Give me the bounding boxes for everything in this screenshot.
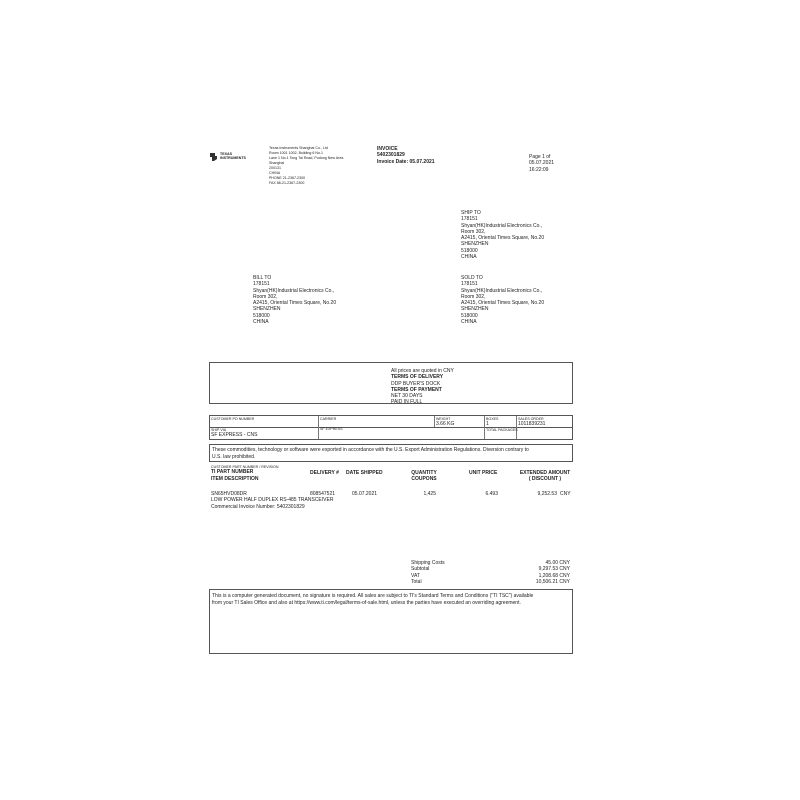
page-info (529, 154, 554, 173)
line-item-date: 05.07.2021 (352, 491, 378, 497)
line-item-unit-price: 6.493 (485, 491, 498, 497)
totals-values (515, 560, 570, 585)
sold-to-line: SHENZHEN (461, 306, 489, 313)
address-line: Shanghai (269, 161, 285, 165)
address-line: PHONE 21-2367-2300 (269, 176, 306, 180)
sold-to-line: Shyan(HK)Industrial Electronics Co., (461, 287, 543, 294)
order-col-divider (484, 416, 485, 439)
bill-to-address (253, 275, 336, 325)
logo-line2: INSTRUMENTS (220, 156, 246, 160)
sold-to-line: SOLD TO (461, 275, 483, 281)
ship-via-value: SF EXPRESS - CNS (211, 432, 258, 438)
sold-to-line: Room 302, (461, 293, 486, 300)
part-column-header (211, 465, 278, 482)
customer-po-label: CUSTOMER PO NUMBER (211, 417, 255, 421)
sold-to-line: CHINA (461, 319, 477, 326)
line-item-commercial-invoice: Commercial Invoice Number: 5402301829 (211, 503, 305, 510)
company-address (269, 146, 343, 186)
extended-header-line1: EXTENDED AMOUNT (519, 470, 571, 476)
footer-box (209, 589, 573, 654)
address-line: CHINA (269, 171, 281, 175)
total-packages-label: TOTAL PACKAGES (486, 428, 518, 432)
terms-payment-value: NET 30 DAYS (391, 393, 423, 400)
ship-to-line: Shyan(HK)Industrial Electronics Co., (461, 222, 543, 229)
bill-to-line: A2415, Oriental Times Square, No.20 (253, 300, 337, 307)
ti-part-header: TI PART NUMBER (211, 469, 254, 476)
sales-order-label: SALES ORDER (518, 417, 544, 421)
subtotal-label: Subtotal (411, 566, 430, 573)
bill-to-line: 518000 (253, 312, 270, 319)
quantity-header (404, 470, 444, 483)
terms-box (209, 362, 573, 404)
bill-to-line: Shyan(HK)Industrial Electronics Co., (253, 287, 335, 294)
line-item-currency: CNY (560, 491, 571, 497)
quantity-header-line2: COUPONS (411, 476, 437, 483)
ship-to-address (461, 210, 544, 260)
sales-order-value: 1011839231 (518, 421, 546, 427)
ship-to-line: A2415, Oriental Times Square, No.20 (461, 235, 545, 242)
export-notice-box (209, 444, 573, 462)
ship-to-line: SHENZHEN (461, 241, 489, 248)
sold-to-address (461, 275, 544, 325)
line-item-part: SN65HVD08DR (211, 491, 247, 497)
page-time: 16:22:09 (529, 166, 549, 173)
boxes-value: 1 (486, 421, 489, 427)
ship-to-line: 178151 (461, 216, 478, 223)
vat-label: VAT (411, 572, 420, 579)
export-notice-line2: U.S. law prohibited. (212, 454, 256, 460)
export-notice-line1: These commodities, technology or software were exported in accordance with the U.S. Export Administration Regulations. Diversion contrary to (212, 447, 529, 453)
weight-label: WEIGHT (436, 417, 451, 421)
page-date: 05.07.2021 (529, 160, 555, 167)
carrier-label: CARRIER (320, 417, 337, 421)
line-item-desc: LOW POWER HALF DUPLEX RS-485 TRANSCEIVER (211, 497, 334, 504)
address-line: 200131 (269, 166, 281, 170)
terms-currency: All prices are quoted in CNY (391, 368, 454, 374)
invoice-number: 5402301829 (377, 152, 405, 159)
invoice-date: Invoice Date: 05.07.2021 (377, 158, 435, 165)
weight-value: 3.66 KG (436, 421, 455, 427)
order-col-divider (318, 416, 319, 439)
item-description-header: ITEM DESCRIPTION (211, 475, 259, 482)
shipping-costs-value: 45.00 CNY (545, 560, 570, 566)
terms-delivery-label: TERMS OF DELIVERY (391, 374, 444, 381)
ti-logo (209, 152, 257, 164)
ship-to-line: SHIP TO (461, 210, 481, 216)
address-line: Room 1001 1002, Building 6 No.1 (269, 151, 323, 155)
subtotal-value: 9,297.53 CNY (538, 566, 570, 573)
date-shipped-header: DATE SHIPPED (346, 470, 383, 476)
address-line: Lane 1 No.1 Tong Tai Road, Pudong New Area (269, 156, 344, 160)
order-details-box (209, 415, 573, 440)
bill-to-line: BILL TO (253, 275, 272, 281)
bill-to-line: SHENZHEN (253, 306, 281, 313)
line-item-delivery: 808547521 (310, 491, 336, 497)
terms-text (391, 368, 454, 406)
terms-delivery-value: DDP BUYER'S DOCK (391, 380, 441, 387)
customer-part-header: CUSTOMER PART NUMBER / REVISION (211, 465, 279, 469)
page-number: Page 1 of (529, 154, 551, 160)
shipping-costs-label: Shipping Costs (411, 560, 445, 566)
vat-value: 1,208.68 CNY (538, 572, 570, 579)
carrier-value: SF EXPRESS (320, 427, 343, 431)
footer-line1: This is a computer generated document, no signature is required. All sales are subject to TI's Standard Terms and Conditions ("TI TSC") available (212, 593, 534, 599)
invoice-header (377, 146, 435, 165)
logo-line1: TEXAS (220, 152, 232, 156)
totals-labels (411, 560, 445, 585)
sold-to-line: A2415, Oriental Times Square, No.20 (461, 300, 545, 307)
delivery-header: DELIVERY # (310, 470, 339, 476)
invoice-title: INVOICE (377, 146, 398, 152)
ship-to-line: 518000 (461, 247, 478, 254)
bill-to-line: 178151 (253, 281, 270, 288)
total-label: Total (411, 578, 422, 585)
address-line: Texas Instruments Shanghai Co., Ltd (269, 146, 328, 150)
boxes-label: BOXES (486, 417, 499, 421)
sold-to-line: 518000 (461, 312, 478, 319)
order-col-divider (434, 416, 435, 427)
extended-amount-header (515, 470, 575, 483)
bill-to-line: CHINA (253, 319, 269, 326)
footer-line2: from your TI Sales Office and also at https://www.ti.com/legal/terms-of-sale.html, unless the parties have executed an overriding agreement. (212, 600, 521, 606)
ti-logo-icon (209, 152, 218, 162)
line-item-quantity: 1,425 (423, 491, 436, 497)
sold-to-line: 178151 (461, 281, 478, 288)
quantity-header-line1: QUANTITY (411, 470, 437, 476)
ship-to-line: CHINA (461, 254, 477, 261)
terms-payment-label: TERMS OF PAYMENT (391, 386, 442, 393)
extended-header-line2: ( DISCOUNT ) (528, 476, 562, 483)
ship-via-label: SHIP VIA (211, 428, 227, 432)
total-value: 10,506.21 CNY (535, 578, 570, 585)
line-item-amount: 9,252.53 (537, 491, 557, 497)
address-line: FAX 86-21-2367-2300 (269, 181, 305, 185)
unit-price-header: UNIT PRICE (469, 470, 498, 476)
terms-paid: PAID IN FULL (391, 399, 423, 406)
ship-to-line: Room 302, (461, 228, 486, 235)
bill-to-line: Room 302, (253, 293, 278, 300)
